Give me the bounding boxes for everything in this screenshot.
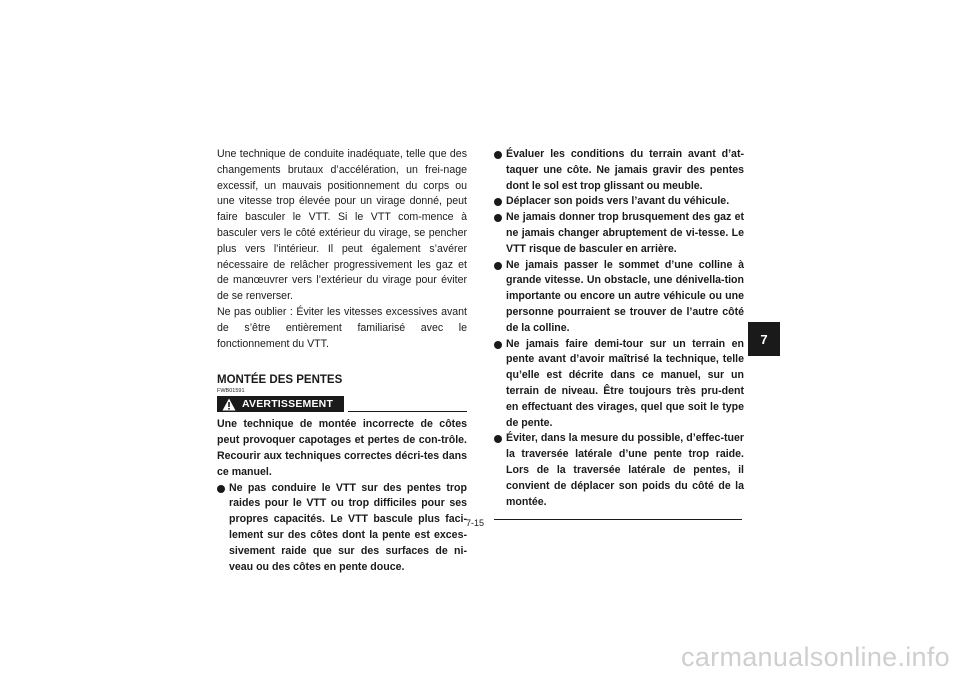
list-item	[494, 194, 744, 210]
bullet-dot-icon	[494, 214, 502, 222]
reference-code: FWB01591	[217, 388, 245, 395]
list-item	[494, 210, 744, 257]
bullet-text: Ne jamais passer le sommet d’une colline à grande vitesse. Un obstacle, une dénivella-tion importante ou encore un autre véhicule ou une personne pourraient se trouver de l’autre côté de la colline.	[506, 258, 744, 334]
list-item	[494, 147, 744, 194]
page-number: 7-15	[466, 518, 485, 528]
bullet-text: Éviter, dans la mesure du possible, d’effec-tuer la traversée latérale d’une pente trop raide. Lors de la traversée latérale de pentes, il convient de déplacer son poids du côté de la montée.	[506, 432, 744, 508]
section-heading: MONTÉE DES PENTES	[217, 374, 343, 387]
bullet-text: Ne jamais faire demi-tour sur un terrain en pente avant d’avoir maîtrisé la technique, telle qu’elle est décrite dans ce manuel, sur un terrain de niveau. Être toujours très pru-dent en effectuant des virages, quel que soit le type de pente.	[506, 337, 744, 429]
right-bullet-list	[494, 147, 744, 510]
bullet-dot-icon	[494, 151, 502, 159]
left-bullet-list	[217, 481, 467, 576]
bullet-text: Évaluer les conditions du terrain avant d’at-taquer une côte. Ne jamais gravir des pentes dont le sol est trop glissant ou meuble.	[506, 148, 744, 192]
list-item	[217, 481, 467, 576]
list-item	[494, 337, 744, 432]
chapter-tab: 7	[748, 322, 780, 356]
warning-rule	[348, 411, 467, 412]
warning-badge	[217, 396, 344, 412]
warning-paragraph: Une technique de montée incorrecte de côtes peut provoquer capotages et pertes de con-trôle. Recourir aux techniques correctes décri-tes dans ce manuel.	[217, 418, 467, 478]
bullet-dot-icon	[494, 435, 502, 443]
bullet-text: Ne pas conduire le VTT sur des pentes trop raides pour le VTT ou trop difficiles pour ses propres capacités. Le VTT bascule plus faci-lement sur des côtes dont la pente est exces-sivement raide que sur des surfaces de ni-veau ou des côtes en pente douce.	[229, 481, 467, 573]
intro-paragraph: Une technique de conduite inadéquate, telle que des changements brutaux d’accélération, un frei-nage excessif, un mauvais positionnement du corps ou une vitesse trop élevée pour un virage donné, peut faire basculer le VTT. Si le VTT com-mence à basculer vers le côté extérieur du virage, se pencher plus vers l’intérieur. Il peut également s’avérer nécessaire de relâcher progressivement les gaz et de manœuvrer vers l’extérieur du virage pour éviter de se renverser.	[217, 148, 467, 303]
bullet-dot-icon	[217, 485, 225, 493]
bullet-dot-icon	[494, 262, 502, 270]
warning-header	[217, 395, 467, 412]
bullet-dot-icon	[494, 341, 502, 349]
reminder-paragraph: Ne pas oublier : Éviter les vitesses excessives avant de s’être entièrement familiarisé avec le fonctionnement du VTT.	[217, 305, 467, 350]
warning-end-rule	[494, 519, 742, 520]
bullet-dot-icon	[494, 198, 502, 206]
left-column	[217, 147, 467, 575]
warning-label: AVERTISSEMENT	[242, 398, 334, 411]
bullet-text: Déplacer son poids vers l’avant du véhicule.	[506, 195, 730, 208]
list-item	[494, 258, 744, 337]
list-item	[494, 431, 744, 510]
right-column	[494, 147, 744, 520]
watermark: carmanualsonline.info	[681, 642, 950, 672]
bullet-text: Ne jamais donner trop brusquement des gaz et ne jamais changer abruptement de vi-tesse. Le VTT risque de basculer en arrière.	[506, 211, 744, 255]
warning-triangle-icon	[222, 398, 236, 411]
